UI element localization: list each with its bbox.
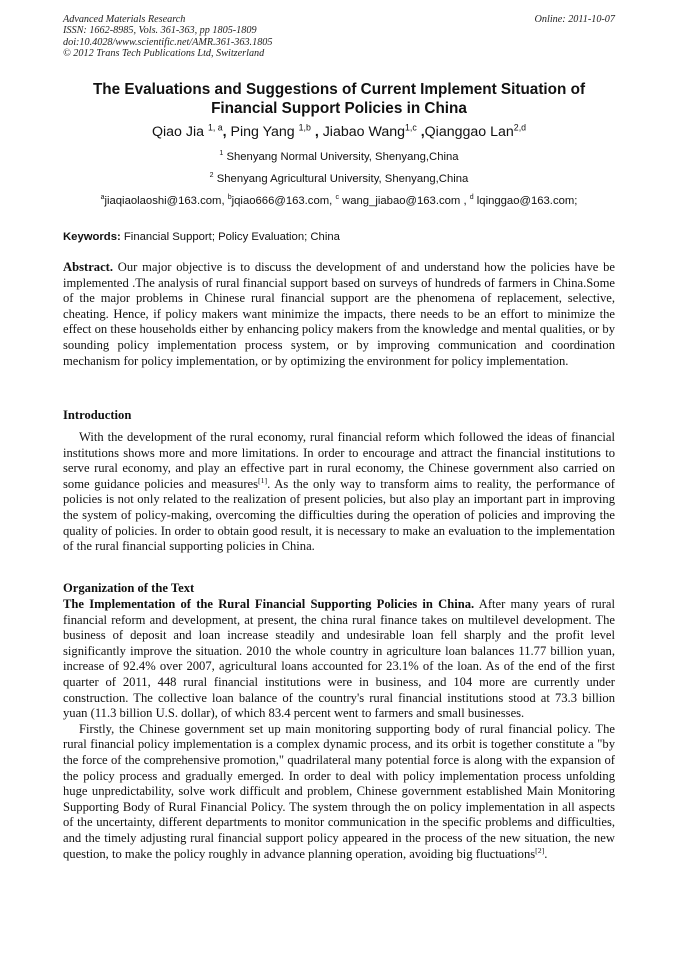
journal-name: Advanced Materials Research xyxy=(63,14,186,25)
affiliation-text: Shenyang Normal University, Shenyang,China xyxy=(223,151,459,163)
issn-line: ISSN: 1662-8985, Vols. 361-363, pp 1805-1809 xyxy=(63,25,257,37)
author-name: Qianggao Lan xyxy=(424,124,514,140)
organization-subheading: The Implementation of the Rural Financial Supporting Policies in China. xyxy=(63,597,475,611)
doi-line: doi:10.4028/www.scientific.net/AMR.361-363.1805 xyxy=(63,36,273,48)
keywords xyxy=(63,231,615,243)
author-name: Ping Yang xyxy=(230,124,299,140)
author-list xyxy=(20,124,658,140)
abstract xyxy=(63,260,615,369)
organization-body xyxy=(63,597,615,862)
email: jiaqiaolaoshi@163.com, xyxy=(104,195,228,207)
introduction-body xyxy=(63,430,615,555)
paper-title xyxy=(40,80,638,118)
introduction-heading: Introduction xyxy=(63,408,132,422)
email: jqiao666@163.com, xyxy=(231,195,336,207)
organization-text: After many years of rural financial reform and development, at present, the china rural finance takes on multilevel development. The business of deposit and loan increase steadily and undesirable loan fell sharply and the profit level significantly improve the situation. 2010 the whole country in agriculture loan balances 11.77 billion yuan, increase of 92.4% over 2007, agricultural loans accounted for 23.1% of the loan. As of the end of the first quarter of 2011, 448 rural financial institutions were in business, and 104 more are currently under construction. The collective loan balance of the country's rural financial institutions stood at 73.3 billion yuan (11.3 billion U.S. dollar), of which 83.4 percent went to farmers and small businesses. xyxy=(63,597,615,721)
author-separator: , xyxy=(416,124,425,140)
email-line xyxy=(20,195,658,207)
intro-text: With the development of the rural economy, rural financial reform which followed the ideas of financial institutions shows more and more limitations. In order to encourage and attract the financial institutions to serve rural economy, and play an effective part in rural economy, the Chinese government also carried on some guidance policies and measures xyxy=(63,430,615,491)
keywords-label: Keywords: xyxy=(63,231,121,243)
author-separator: , xyxy=(310,124,323,140)
title-line-1: The Evaluations and Suggestions of Current Implement Situation of xyxy=(92,81,586,98)
journal-header xyxy=(63,14,615,60)
citation-ref: [2] xyxy=(535,845,545,855)
author-name: Qiao Jia xyxy=(151,124,208,140)
author-affil-sup: 1, a xyxy=(207,122,223,133)
keywords-text: Financial Support; Policy Evaluation; China xyxy=(120,231,340,243)
author-affil-sup: 1,c xyxy=(405,122,417,133)
author-name: Jiabao Wang xyxy=(322,124,405,140)
organization-heading: Organization of the Text xyxy=(63,581,195,595)
intro-text-cont: . As the only way to transform aims to reality, the performance of policies is not only related to the realization of present policies, but also play an important part in improving the system of policy-making, overcoming the difficulties during the operation of policies and improving the quality of policies. In order to obtain good result, it is necessary to make an evaluation to the implementation of the rural financial supporting policies in China. xyxy=(63,476,615,554)
author-affil-sup: 2,d xyxy=(513,122,527,133)
title-line-2: Financial Support Policies in China xyxy=(211,100,467,117)
online-date: Online: 2011-10-07 xyxy=(534,14,615,25)
affiliation-sup: 2 xyxy=(209,172,214,180)
affiliation-2 xyxy=(20,173,658,185)
affiliation-text: Shenyang Agricultural University, Shenyang,China xyxy=(213,173,469,185)
email-sup: c xyxy=(335,194,339,202)
copyright-line: © 2012 Trans Tech Publications Ltd, Switzerland xyxy=(63,48,265,60)
email: lqinggao@163.com; xyxy=(473,195,578,207)
email-sup: a xyxy=(100,194,105,202)
organization-para2-end: . xyxy=(544,846,548,861)
email: wang_jiabao@163.com , xyxy=(338,195,470,207)
organization-para2: Firstly, the Chinese government set up main monitoring supporting body of rural financial policy. The rural financial policy implementation is a complex dynamic process, and its orbit is together constitute a "by the force of the comprehensive promotion," quadrilateral many potential force is along with the expansion of the policy process and gradually emerged. In order to deal with policy implementation process unfolding huge unpredictability, solve work difficult and problem, Chinese government established Main Monitoring Supporting Body of Rural Financial Policy. The system through the on policy implementation in all aspects of the uncertainty, different departments to monitor communication in the specific problems and difficulties, and the timely adjusting rural financial support policy appeared in the process of the new situation, the new question, to make the policy roughly in advance planning operation, avoiding big fluctuations xyxy=(63,721,615,861)
abstract-label: Abstract. xyxy=(63,260,114,274)
email-sup: d xyxy=(469,194,474,202)
author-separator: , xyxy=(222,124,231,140)
author-affil-sup: 1,b xyxy=(298,122,311,133)
citation-ref: [1] xyxy=(258,475,268,485)
abstract-text: Our major objective is to discuss the development of and understand how the policies have be implemented .The analysis of rural financial support based on surveys of hundreds of farmers in China.Some of the major problems in Chinese rural financial support are the phenomena of replacement, selective, cheating. Hence, if policy makers want minimize the impacts, there needs to be an effort to minimize the effect on these households either by enhancing policy makers from the knowledge and mental qualities, or by sounding policy implementation process system, or by improving communication and coordination mechanism for policy implementation, or by optimizing the environment for policy implementation. xyxy=(63,260,615,368)
affiliation-sup: 1 xyxy=(219,150,224,158)
email-sup: b xyxy=(227,194,232,202)
affiliation-1 xyxy=(20,151,658,163)
